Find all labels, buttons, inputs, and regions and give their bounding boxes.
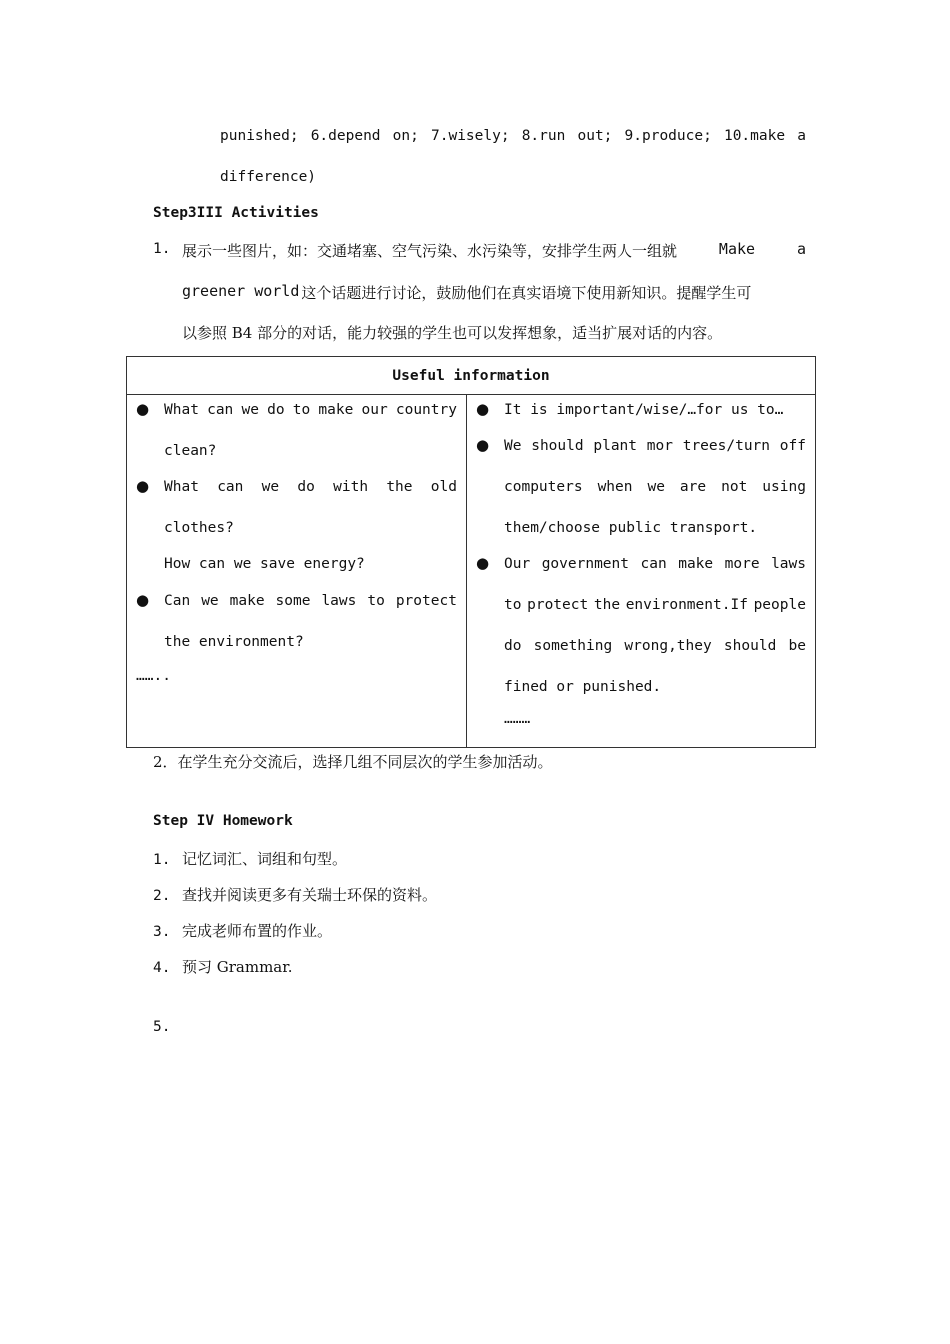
right-ellipsis: ………	[504, 711, 531, 727]
word: wrong,they	[624, 638, 712, 654]
word: make	[678, 556, 714, 572]
vocab-line-1	[220, 128, 806, 144]
step3-heading: Step3III Activities	[153, 205, 319, 221]
homework-number: 4.	[153, 960, 171, 976]
step3-item1-number: 1.	[153, 241, 171, 257]
table-right-cell	[467, 395, 816, 748]
homework-text: 记忆词汇、词组和句型。	[182, 850, 348, 868]
word: using	[762, 479, 806, 495]
word: be	[788, 638, 806, 654]
right-a3-line1	[504, 556, 806, 572]
word: the	[593, 597, 621, 613]
right-a3-line2	[504, 597, 806, 613]
word: plant	[593, 438, 638, 454]
word: protect	[527, 597, 589, 613]
word: to	[292, 402, 311, 418]
left-q1-line1	[164, 402, 457, 418]
word: do	[267, 402, 285, 418]
word: with	[333, 479, 369, 495]
word: more	[724, 556, 760, 572]
word: Our	[504, 556, 531, 572]
vocab-word: 10.make	[723, 128, 786, 144]
item1-text: 这个话题进行讨论，鼓励他们在真实语境下使用新知识。提醒学生可	[301, 284, 752, 302]
word: What	[164, 479, 199, 495]
word: do	[297, 479, 315, 495]
item1-text: Make	[718, 240, 756, 258]
bullet-icon: ●	[476, 400, 490, 418]
word: can	[207, 402, 234, 418]
word: computers	[504, 479, 583, 495]
word: the	[386, 479, 413, 495]
word: we	[261, 479, 280, 495]
word: Can	[164, 593, 191, 609]
vocab-word: a	[797, 128, 806, 144]
word: protect	[395, 593, 457, 609]
vocab-word: 7.wisely;	[431, 128, 510, 144]
word: government	[541, 556, 630, 572]
word: something	[533, 638, 613, 654]
right-a3-line3	[504, 638, 806, 654]
word: trees/turn	[682, 438, 771, 454]
homework-number: 5.	[153, 1019, 171, 1035]
bullet-icon: ●	[136, 400, 150, 418]
bullet-icon: ●	[136, 477, 150, 495]
word: are	[679, 479, 707, 495]
item1-text: a	[796, 240, 806, 258]
homework-text: 查找并阅读更多有关瑞士环保的资料。	[182, 886, 438, 904]
word: we	[201, 593, 219, 609]
word: our	[361, 402, 388, 418]
word: country	[395, 402, 457, 418]
homework-item-5	[153, 1017, 182, 1035]
vocab-word: out;	[577, 128, 613, 144]
word: can	[217, 479, 244, 495]
word: off	[779, 438, 806, 454]
left-q2-line2: clothes?	[164, 520, 234, 536]
right-a2-line3: them/choose public transport.	[504, 520, 758, 536]
word: laws	[771, 556, 806, 572]
left-q1-line2: clean?	[164, 443, 217, 459]
word: to	[504, 597, 522, 613]
word: old	[430, 479, 457, 495]
word: should	[531, 438, 584, 454]
step3-item1-line1	[182, 240, 806, 261]
useful-information-table	[126, 356, 816, 748]
word: mor	[646, 438, 673, 454]
word: environment.If	[625, 597, 748, 613]
word: What	[164, 402, 199, 418]
step3-item2: 2．在学生充分交流后，选择几组不同层次的学生参加活动。	[153, 753, 553, 771]
homework-item-2	[153, 884, 437, 905]
left-q3-line2: the environment?	[164, 634, 304, 650]
homework-item-3	[153, 920, 332, 941]
word: make	[229, 593, 265, 609]
word: make	[318, 402, 354, 418]
homework-number: 1.	[153, 852, 171, 868]
right-a1: It is important/wise/…for us to…	[504, 402, 784, 418]
vocab-word: punished;	[220, 128, 299, 144]
word: can	[640, 556, 667, 572]
left-ellipsis: ……..	[136, 668, 171, 684]
homework-text: 完成老师布置的作业。	[182, 922, 333, 940]
vocab-word: 9.produce;	[624, 128, 712, 144]
step3-item1-line3: 以参照 B4 部分的对话，能力较强的学生也可以发挥想象，适当扩展对话的内容。	[182, 324, 723, 342]
bullet-icon: ●	[476, 554, 490, 572]
word: should	[723, 638, 777, 654]
bullet-icon: ●	[136, 591, 150, 609]
left-q3-line1	[164, 593, 457, 609]
right-a3-line4: fined or punished.	[504, 679, 662, 695]
step4-heading: Step IV Homework	[153, 813, 293, 829]
word: not	[721, 479, 748, 495]
left-q2-line1	[164, 479, 457, 495]
word: some	[275, 593, 311, 609]
word: to	[367, 593, 385, 609]
vocab-line-2: difference)	[220, 169, 317, 185]
word: people	[753, 597, 806, 613]
vocab-word: 6.depend	[310, 128, 381, 144]
word: We	[504, 438, 522, 454]
table-left-cell	[127, 395, 467, 748]
word: laws	[321, 593, 357, 609]
item1-text: 展示一些图片，如：交通堵塞、空气污染、水污染等，安排学生两人一组就	[182, 242, 678, 260]
table-header-text: Useful information	[392, 367, 550, 384]
bullet-icon: ●	[476, 436, 490, 454]
homework-item-4	[153, 956, 293, 977]
table-header	[127, 357, 816, 395]
word: do	[504, 638, 522, 654]
homework-number: 2.	[153, 888, 171, 904]
homework-text: 预习 Grammar.	[182, 958, 293, 976]
word: we	[647, 479, 665, 495]
right-a2-line2	[504, 479, 806, 495]
word: when	[597, 479, 633, 495]
vocab-word: on;	[392, 128, 419, 144]
step3-item1-line2	[182, 282, 806, 303]
item1-text: world	[254, 282, 300, 300]
homework-item-1	[153, 848, 347, 869]
word: we	[241, 402, 259, 418]
right-a2-line1	[504, 438, 806, 454]
left-q2-line3: How can we save energy?	[164, 556, 365, 572]
vocab-word: 8.run	[521, 128, 566, 144]
homework-number: 3.	[153, 924, 171, 940]
item1-text: greener	[182, 282, 246, 300]
